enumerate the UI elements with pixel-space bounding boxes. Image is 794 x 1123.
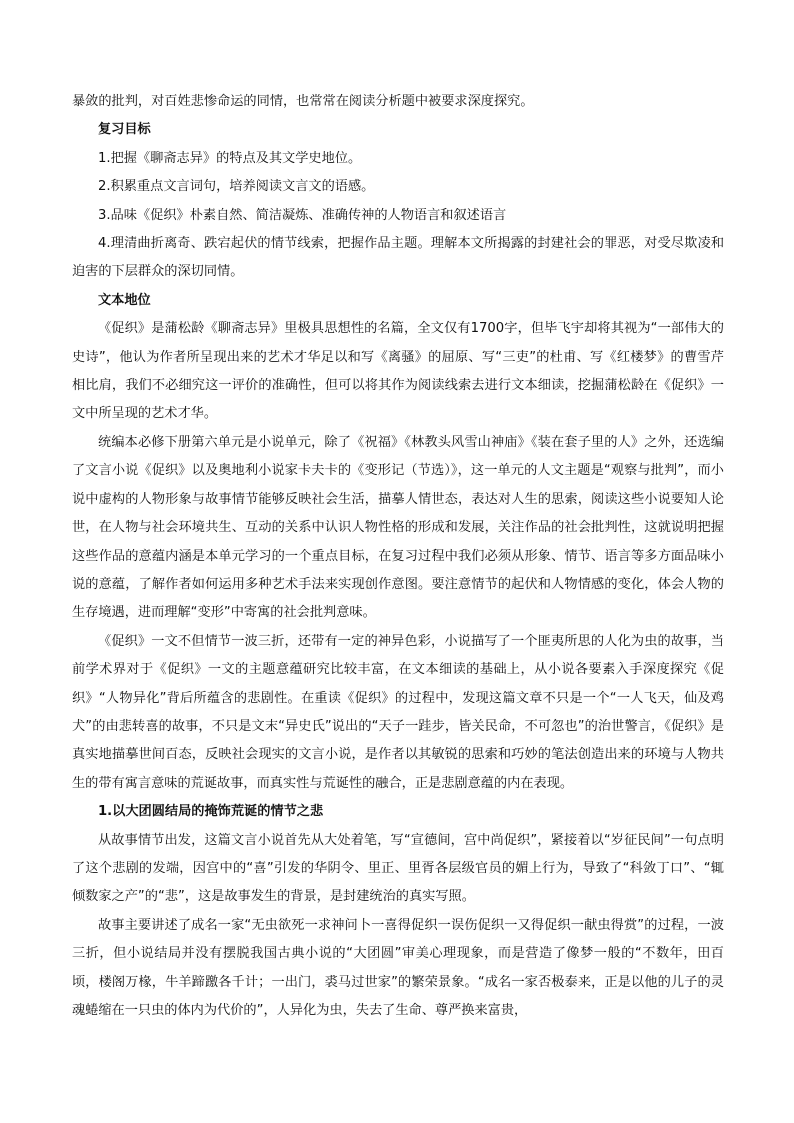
review-goal-4: 4.理清曲折离奇、跌宕起伏的情节线索，把握作品主题。理解本文所揭露的封建社会的罪恶，对受尽欺凌和迫害的下层群众的深切同情。 [72,236,724,280]
section1-paragraph-1: 从故事情节出发，这篇文言小说首先从大处着笔，写“宣德间，宫中尚促织”，紧接着以“岁征民间”一句点明了这个悲剧的发端，因宫中的“喜”引发的华阴令、里正、里胥各层级官员的媚上行为，导致了“科敛丁口”、“辄倾数家之产”的“悲”，这是故事发生的背景，是封建统治的真实写照。 [72,832,724,905]
section1-paragraph-2: 故事主要讲述了成名一家“无虫欲死一求神问卜一喜得促织一误伤促织一又得促织一献虫得赏”的过程，一波三折，但小说结局并没有摆脱我国古典小说的“大团圆”审美心理现象，而是营造了像梦一般的“不数年，田百顷，楼阁万椽，牛羊蹄躈各千计；一出门，裘马过世家”的繁荣景象。“成名一家否极泰来，正是以他的儿子的灵魂蜷缩在一只虫的体内为代价的”，人异化为虫，失去了生命、尊严换来富贵， [72,917,724,1018]
review-goal-2: 2.积累重点文言词句，培养阅读文言文的语感。 [98,179,375,195]
review-goal-3: 3.品味《促织》朴素自然、简洁凝炼、准确传神的人物语言和叙述语言 [98,207,507,223]
document-page [72,88,724,1025]
text-status-heading: 文本地位 [98,292,151,308]
text-status-paragraph-3: 《促织》一文不但情节一波三折，还带有一定的神异色彩，小说描写了一个匪夷所思的人化为虫的故事，当前学术界对于《促织》一文的主题意蕴研究比较丰富，在文本细读的基础上，从小说各要素入手深度探究《促织》“人物异化”背后所蕴含的悲剧性。在重读《促织》的过程中，发现这篇文章不只是一个“一人飞天，仙及鸡犬”的由悲转喜的故事，不只是文末“异史氏”说出的“天子一跬步，皆关民命，不可忽也”的治世警言，《促织》是真实地描摹世间百态，反映社会现实的文言小说，是作者以其敏锐的思索和巧妙的笔法创造出来的环境与人物共生的带有寓言意味的荒诞故事，而真实性与荒诞性的融合，正是悲剧意蕴的内在表现。 [72,633,724,791]
intro-tail-paragraph: 暴敛的批判，对百姓悲惨命运的同情，也常常在阅读分析题中被要求深度探究。 [72,94,534,109]
text-status-paragraph-2: 统编本必修下册第六单元是小说单元，除了《祝福》《林教头风雪山神庙》《装在套子里的人》之外，还选编了文言小说《促织》以及奥地利小说家卡夫卡的《变形记（节选）》，这一单元的人文主题是“观察与批判”，而小说中虚构的人物形象与故事情节能够反映社会生活，描摹人情世态，表达对人生的思索，阅读这些小说要知人论世，在人物与社会环境共生、互动的关系中认识人物性格的形成和发展，关注作品的社会批判性，这就说明把握这些作品的意蕴内涵是本单元学习的一个重点目标，在复习过程中我们必须从形象、情节、语言等多方面品味小说的意蕴，了解作者如何运用多种艺术手法来实现创作意图。要注意情节的起伏和人物情感的变化，体会人物的生存境遇，进而理解“变形”中寄寓的社会批判意味。 [72,434,724,621]
review-goal-1: 1.把握《聊斋志异》的特点及其文学史地位。 [98,150,362,166]
section1-heading: 1.以大团圆结局的掩饰荒诞的情节之悲 [98,804,324,820]
text-status-paragraph-1: 《促织》是蒲松龄《聊斋志异》里极具思想性的名篇，全文仅有1700字，但毕飞宇却将其视为“一部伟大的史诗”，他认为作者所呈现出来的艺术才华足以和写《离骚》的屈原、写“三吏”的杜甫、写《红楼梦》的曹雪芹相比肩，我们不必细究这一评价的准确性，但可以将其作为阅读线索去进行文本细读，挖掘蒲松龄在《促织》一文中所呈现的艺术才华。 [72,321,724,422]
review-goals-heading: 复习目标 [98,122,151,138]
